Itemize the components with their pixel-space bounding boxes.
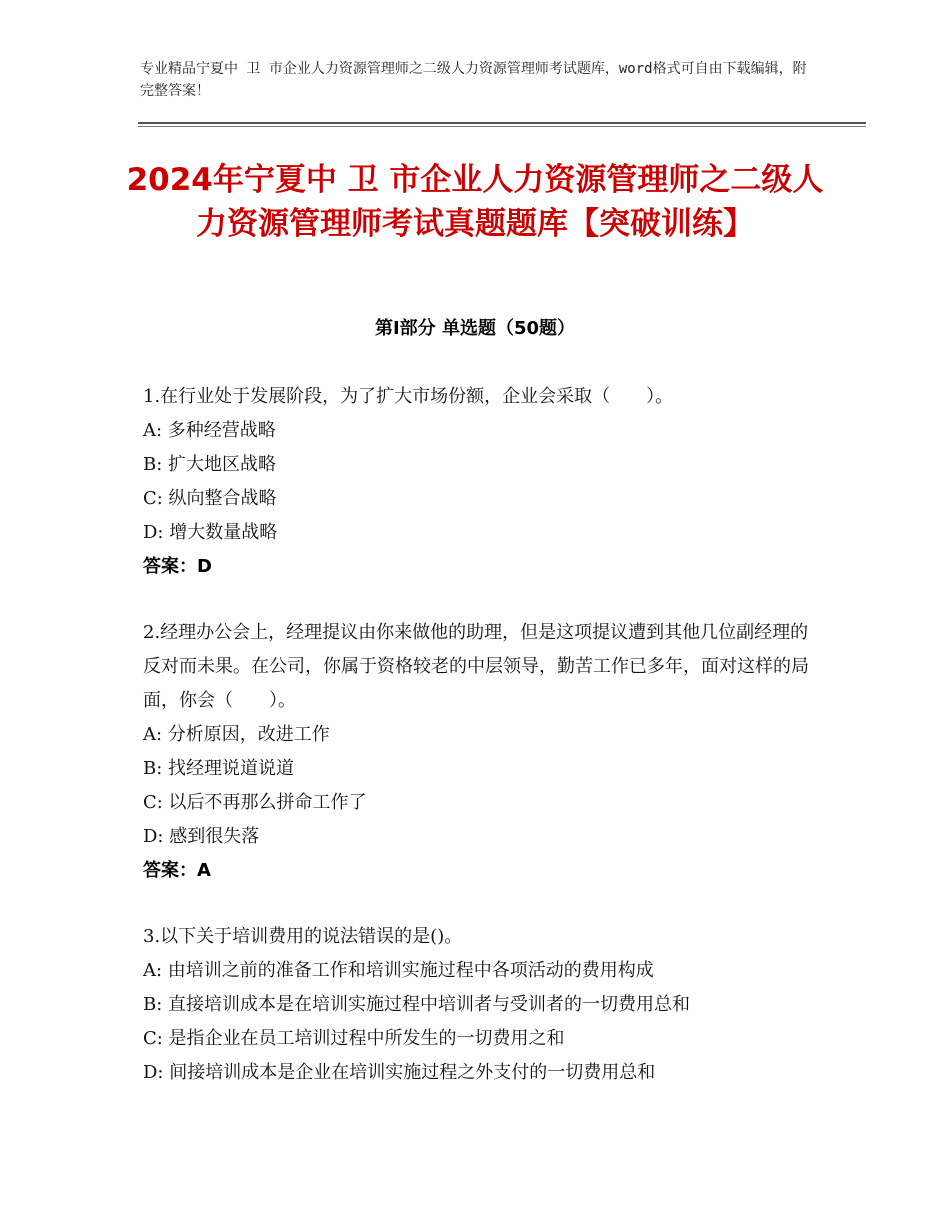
option-c: C: 纵向整合战略	[143, 488, 277, 509]
option-b: B: 直接培训成本是在培训实施过程中培训者与受训者的一切费用总和	[143, 994, 691, 1015]
answer-line: 答案：D	[143, 556, 212, 577]
option-d: D: 间接培训成本是企业在培训实施过程之外支付的一切费用总和	[143, 1062, 656, 1083]
option-d: D: 增大数量战略	[143, 522, 278, 543]
option-a: A: 分析原因，改进工作	[143, 724, 330, 745]
answer-line: 答案：A	[143, 860, 211, 881]
question-list	[143, 380, 823, 1122]
option-b: B: 扩大地区战略	[143, 454, 277, 475]
header-divider-thick	[138, 122, 866, 124]
header-note: 专业精品宁夏中 卫 市企业人力资源管理师之二级人力资源管理师考试题库，word格式可自由下载编辑，附完整答案！	[140, 61, 807, 99]
question-2	[143, 616, 823, 888]
option-c: C: 以后不再那么拼命工作了	[143, 792, 367, 813]
option-d: D: 感到很失落	[143, 826, 260, 847]
section-heading: 第Ⅰ部分 单选题（50题）	[374, 318, 575, 339]
question-1	[143, 380, 823, 584]
question-stem: 2.经理办公会上，经理提议由你来做他的助理，但是这项提议遭到其他几位副经理的反对而未果。在公司，你属于资格较老的中层领导，勤苦工作已多年，面对这样的局面，你会（ ）。	[143, 622, 809, 711]
question-3	[143, 920, 823, 1090]
question-stem: 3.以下关于培训费用的说法错误的是()。	[143, 926, 463, 947]
question-stem: 1.在行业处于发展阶段，为了扩大市场份额，企业会采取（ ）。	[143, 386, 674, 407]
document-title: 2024年宁夏中 卫 市企业人力资源管理师之二级人力资源管理师考试真题题库【突破训练】	[126, 162, 824, 242]
option-a: A: 多种经营战略	[143, 420, 276, 441]
option-c: C: 是指企业在员工培训过程中所发生的一切费用之和	[143, 1028, 565, 1049]
header-divider-thin	[138, 126, 866, 127]
option-b: B: 找经理说道说道	[143, 758, 295, 779]
option-a: A: 由培训之前的准备工作和培训实施过程中各项活动的费用构成	[143, 960, 654, 981]
